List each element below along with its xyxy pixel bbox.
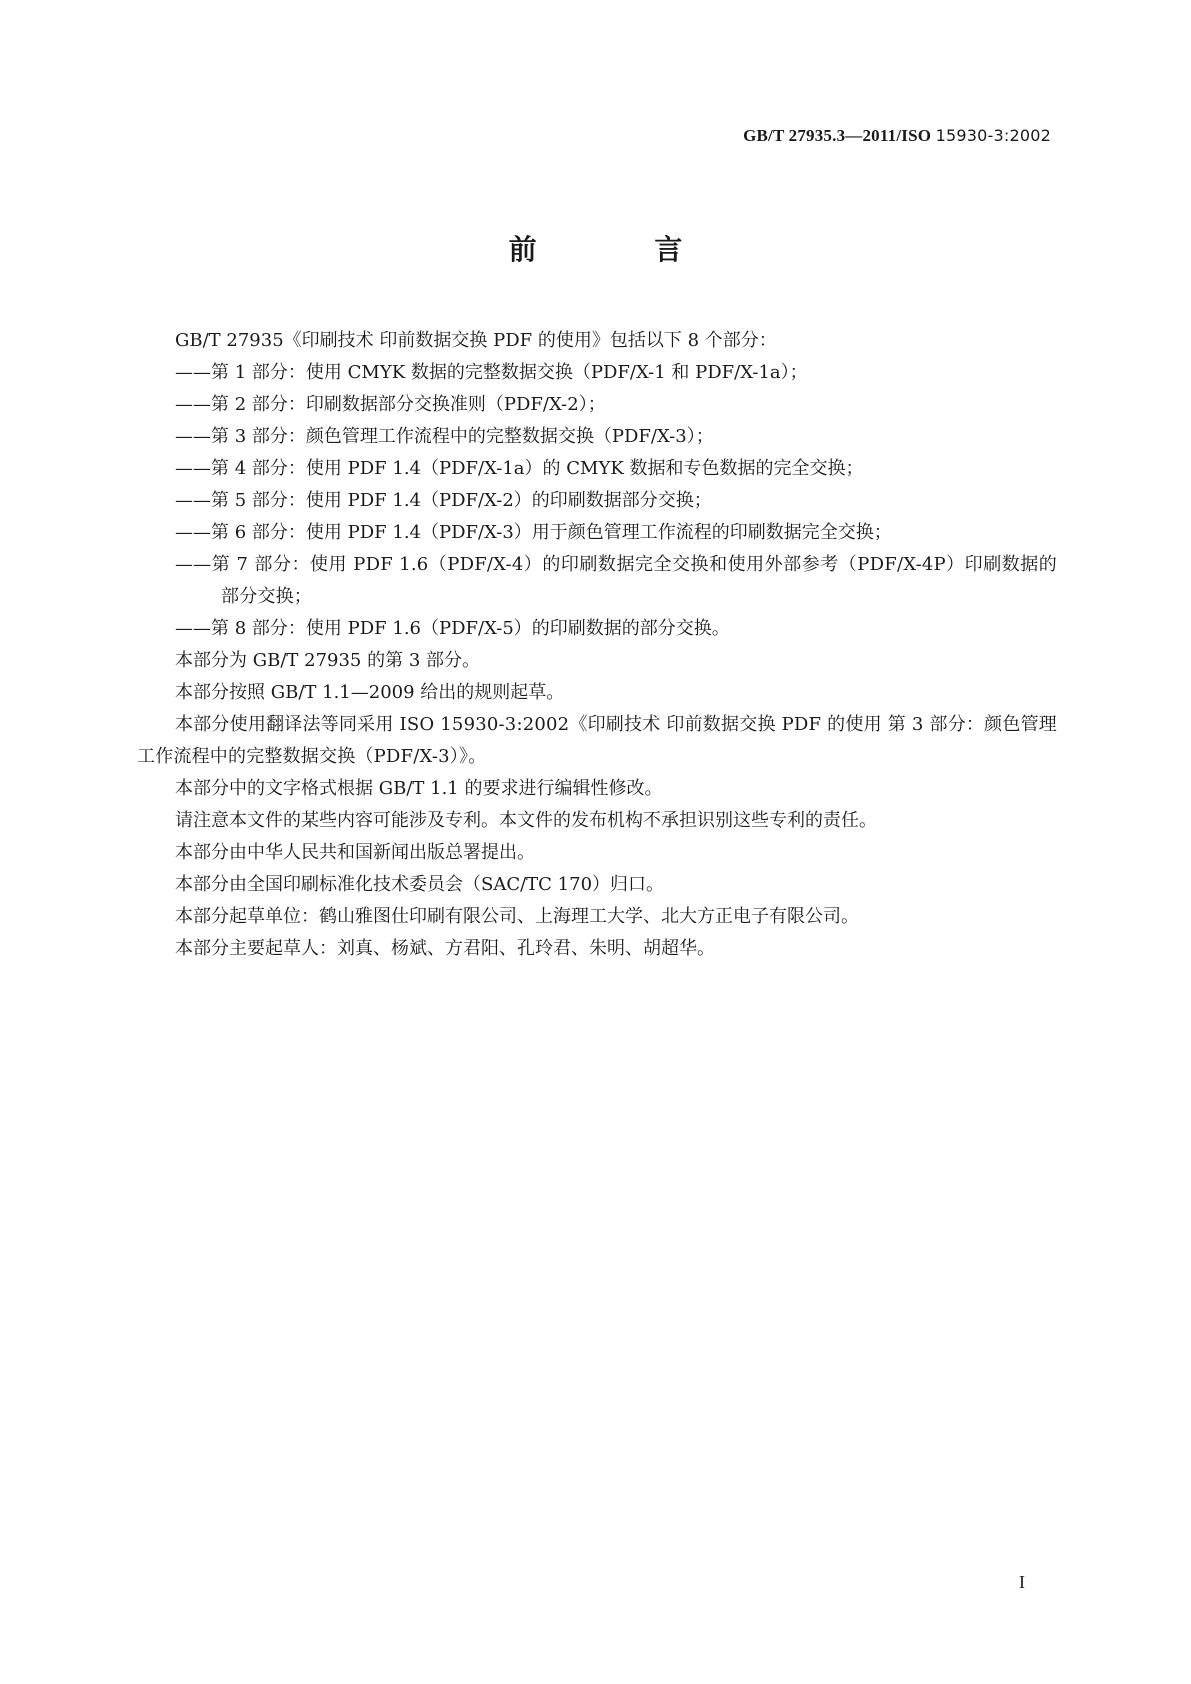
list-item: ——第 1 部分：使用 CMYK 数据的完整数据交换（PDF/X-1 和 PDF/X-1a）； xyxy=(175,362,808,383)
list-item: ——第 5 部分：使用 PDF 1.4（PDF/X-2）的印刷数据部分交换； xyxy=(175,490,712,511)
paragraph: 本部分主要起草人：刘真、杨斌、方君阳、孔玲君、朱明、胡超华。 xyxy=(175,938,715,959)
page-number: I xyxy=(1019,1572,1025,1592)
page-title: 前 言 xyxy=(508,233,737,266)
list-item: ——第 3 部分：颜色管理工作流程中的完整数据交换（PDF/X-3）； xyxy=(175,426,714,447)
paragraph: 本部分使用翻译法等同采用 ISO 15930-3:2002《印刷技术 印前数据交换 PDF 的使用 第 3 部分：颜色管理工作流程中的完整数据交换（PDF/X-3）》。 xyxy=(137,714,1057,767)
intro-paragraph: GB/T 27935《印刷技术 印前数据交换 PDF 的使用》包括以下 8 个部分： xyxy=(175,330,777,351)
paragraph: 本部分按照 GB/T 1.1—2009 给出的规则起草。 xyxy=(175,682,565,703)
paragraph: 本部分为 GB/T 27935 的第 3 部分。 xyxy=(175,650,480,671)
paragraph: 本部分由全国印刷标准化技术委员会（SAC/TC 170）归口。 xyxy=(175,874,665,895)
paragraph: 本部分由中华人民共和国新闻出版总署提出。 xyxy=(175,842,535,863)
list-item: ——第 7 部分：使用 PDF 1.6（PDF/X-4）的印刷数据完全交换和使用外部参考（PDF/X-4P）印刷数据的部分交换； xyxy=(175,554,1057,607)
iso-number: 15930-3:2002 xyxy=(935,126,1051,145)
list-item: ——第 4 部分：使用 PDF 1.4（PDF/X-1a）的 CMYK 数据和专色数据的完全交换； xyxy=(175,458,864,479)
document-body xyxy=(137,325,1057,965)
paragraph: 本部分起草单位：鹤山雅图仕印刷有限公司、上海理工大学、北大方正电子有限公司。 xyxy=(175,906,859,927)
standard-code: GB/T 27935.3—2011/ISO xyxy=(743,126,932,145)
page-header xyxy=(743,126,1051,146)
list-item: ——第 8 部分：使用 PDF 1.6（PDF/X-5）的印刷数据的部分交换。 xyxy=(175,618,730,639)
paragraph: 请注意本文件的某些内容可能涉及专利。本文件的发布机构不承担识别这些专利的责任。 xyxy=(175,810,877,831)
list-item: ——第 2 部分：印刷数据部分交换准则（PDF/X-2）； xyxy=(175,394,606,415)
list-item: ——第 6 部分：使用 PDF 1.4（PDF/X-3）用于颜色管理工作流程的印刷数据完全交换； xyxy=(175,522,892,543)
paragraph: 本部分中的文字格式根据 GB/T 1.1 的要求进行编辑性修改。 xyxy=(175,778,663,799)
